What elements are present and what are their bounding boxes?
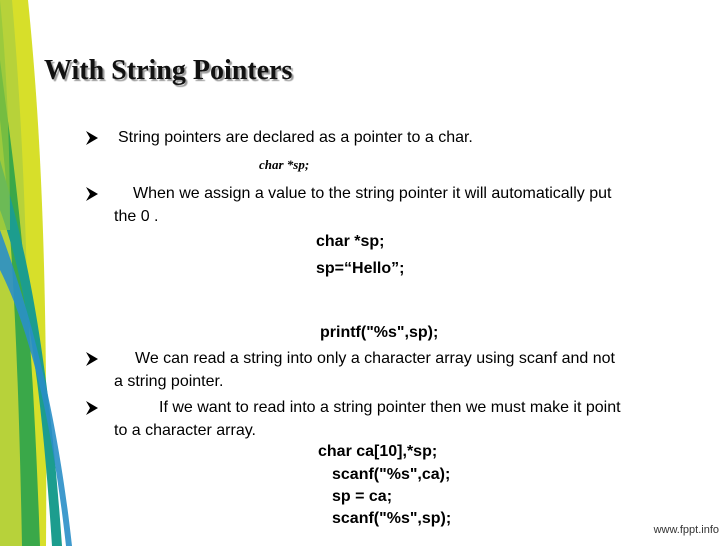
arrow-bullet-icon: [86, 131, 98, 145]
code-line: scanf("%s",ca);: [332, 466, 451, 483]
bullet-text-2-line-1: When we assign a value to the string pointer it will automatically put: [133, 185, 612, 202]
code-line: sp=“Hello”;: [316, 260, 405, 277]
arrow-bullet-icon: [86, 401, 98, 415]
code-line: sp = ca;: [332, 488, 393, 505]
code-line: char ca[10],*sp;: [318, 443, 438, 460]
bullet-text-2-line-2: the 0 .: [114, 208, 159, 225]
bullet-text-1: String pointers are declared as a pointer to a char.: [118, 129, 473, 146]
bullet-text-4-line-1: If we want to read into a string pointer then we must make it point: [159, 399, 621, 416]
bullet-text-3-line-1: We can read a string into only a character array using scanf and not: [135, 350, 615, 367]
code-line: scanf("%s",sp);: [332, 510, 452, 527]
arrow-bullet-icon: [86, 352, 98, 366]
footer-url: www.fppt.info: [653, 524, 719, 536]
code-line: char *sp;: [316, 233, 385, 250]
arrow-bullet-icon: [86, 187, 98, 201]
code-line: printf("%s",sp);: [320, 324, 439, 341]
bullet-text-3-line-2: a string pointer.: [114, 373, 224, 390]
slide-title: With String Pointers: [44, 55, 293, 86]
bullet-text-4-line-2: to a character array.: [114, 422, 256, 439]
code-line-char-sp: char *sp;: [259, 157, 310, 172]
